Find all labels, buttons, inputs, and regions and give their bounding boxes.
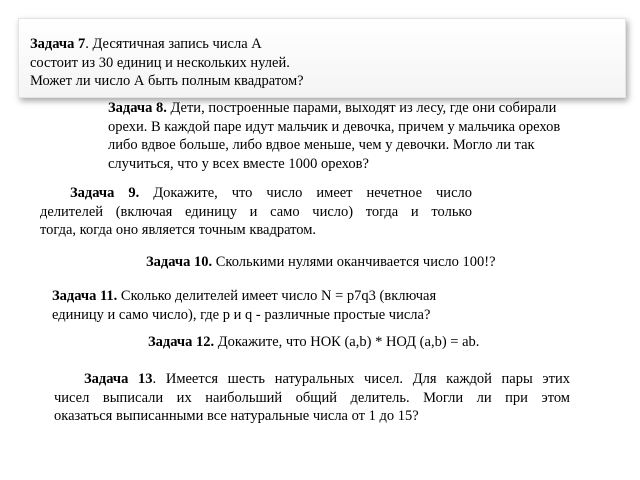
task-8-text: Дети, построенные парами, выходят из лесу, где они собирали — [166, 100, 557, 116]
task-7 — [30, 35, 350, 91]
task-9 — [40, 184, 472, 240]
task-12-line — [148, 333, 568, 352]
task-8-label: Задача 8. — [108, 100, 167, 116]
task-11-line: единицу и само число), где p и q - различные простые числа? — [52, 306, 431, 323]
task-9-line: тогда, когда оно является точным квадратом. — [40, 222, 317, 238]
task-13-line: чисел выписали их наибольший общий делитель. Могли ли при этом — [54, 389, 570, 406]
task-8 — [108, 99, 613, 173]
task-13 — [54, 370, 570, 426]
task-10-label: Задача 10. — [146, 254, 213, 270]
task-11-label: Задача 11. — [52, 288, 118, 304]
task-8-line: орехи. В каждой паре идут мальчик и девочка, причем у мальчика орехов — [108, 118, 561, 135]
task-7-label: Задача 7 — [30, 36, 86, 52]
task-9-label: Задача 9. — [70, 185, 140, 201]
task-10 — [146, 253, 576, 272]
task-12 — [148, 333, 568, 352]
task-9-line — [40, 184, 472, 203]
task-11 — [52, 287, 502, 324]
task-12-text: Докажите, что НОК (a,b) * НОД (a,b) = ab. — [214, 334, 480, 350]
task-8-line: либо вдвое больше, либо вдвое меньше, чем у девочки. Могло ли так — [108, 137, 535, 153]
task-13-line: оказаться выписанными все натуральные числа от 1 до 15? — [54, 408, 419, 424]
task-10-text: Сколькими нулями оканчивается число 100!? — [212, 254, 496, 270]
task-9-text: Докажите, что число имеет нечетное число — [139, 185, 472, 201]
task-11-line — [52, 287, 502, 306]
task-9-line: делителей (включая единицу и само число) тогда и только — [40, 203, 472, 220]
task-12-label: Задача 12. — [148, 334, 215, 350]
task-10-line — [146, 253, 576, 272]
task-7-line: Может ли число А быть полным квадратом? — [30, 73, 304, 89]
task-11-text: Сколько делителей имеет число N = p7q3 (включая — [117, 288, 437, 304]
task-7-text: . Десятичная запись числа А — [85, 36, 262, 52]
task-13-label: Задача 13 — [84, 371, 153, 387]
task-7-line — [30, 35, 350, 54]
task-13-text: . Имеется шесть натуральных чисел. Для каждой пары этих — [152, 371, 570, 387]
task-7-line: состоит из 30 единиц и нескольких нулей. — [30, 54, 290, 71]
task-8-line: случиться, что у всех вместе 1000 орехов? — [108, 155, 369, 172]
task-8-line — [108, 99, 613, 118]
task-13-line — [54, 370, 570, 389]
